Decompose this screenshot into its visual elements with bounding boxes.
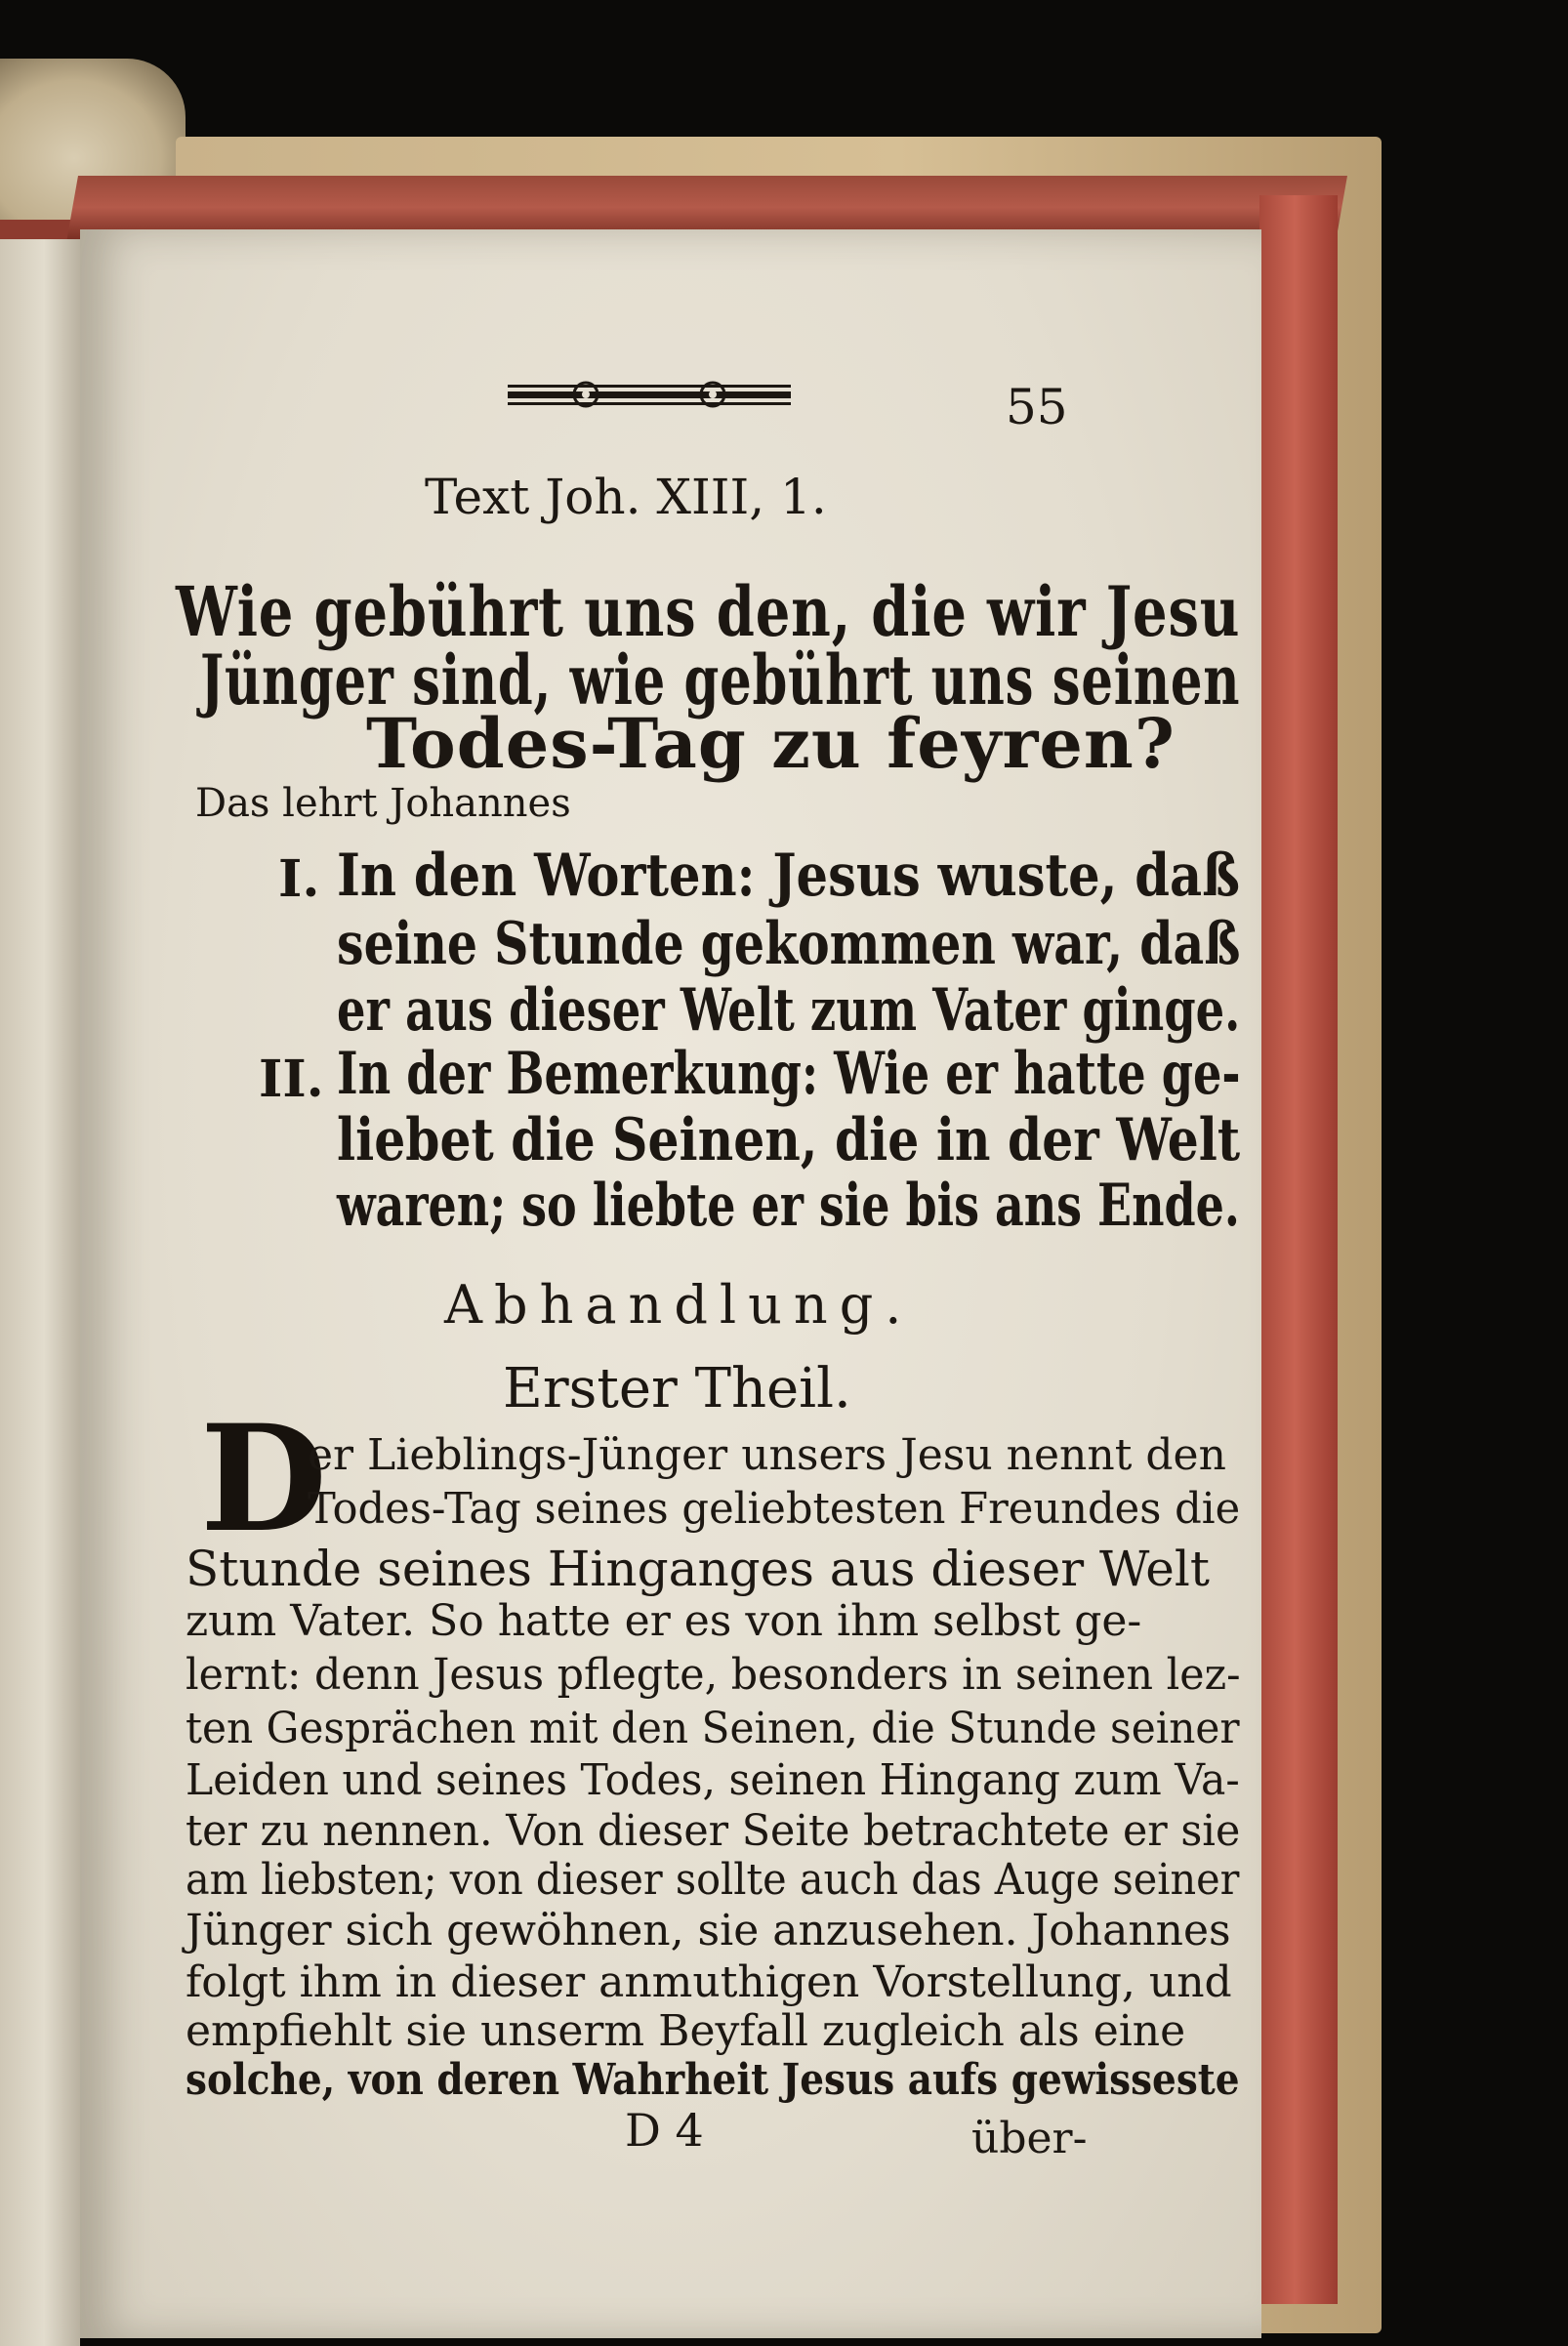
body-line: empfiehlt sie unserm Beyfall zugleich als eine: [186, 2006, 1186, 2056]
point-line: waren; so liebte er sie bis ans Ende.: [337, 1172, 1240, 1240]
body-line: lernt: denn Jesus pflegte, besonders in seinen lez-: [186, 1650, 1241, 1700]
point-line: seine Stunde gekommen war, daß: [337, 910, 1241, 978]
part-heading: Erster Theil.: [503, 1357, 851, 1420]
initial-letter: D: [200, 1393, 328, 1565]
point-line: In der Bemerkung: Wie er hatte ge-: [337, 1040, 1241, 1108]
title-line: Todes-Tag zu feyren?: [366, 703, 1176, 784]
section-heading: Abhandlung.: [444, 1274, 914, 1336]
body-line: ter zu nennen. Von dieser Seite betrachtete er sie: [186, 1806, 1241, 1856]
title-line: Jünger sind, wie gebührt uns seinen: [200, 639, 1241, 720]
body-line: solche, von deren Wahrheit Jesus aufs gewisseste: [186, 2055, 1240, 2105]
point-numeral: II.: [259, 1050, 324, 1109]
body-line: am liebsten; von dieser sollte auch das Auge seiner: [186, 1855, 1240, 1905]
intro-line: Das lehrt Johannes: [195, 781, 571, 826]
point-numeral: I.: [278, 849, 320, 909]
page-number: 55: [1006, 379, 1068, 435]
point-line: liebet die Seinen, die in der Welt: [337, 1106, 1241, 1174]
point-line: er aus dieser Welt zum Vater ginge.: [337, 976, 1241, 1045]
body-line: folgt ihm in dieser anmuthigen Vorstellung, und: [186, 1957, 1232, 2007]
title-line: Wie gebührt uns den, die wir Jesu: [176, 571, 1241, 652]
signature-mark: D 4: [625, 2104, 704, 2157]
text-reference: Text Joh. XIII, 1.: [425, 469, 827, 525]
body-line: Jünger sich gewöhnen, sie anzusehen. Johannes: [186, 1906, 1231, 1955]
body-line: zum Vater. So hatte er es von ihm selbst ge-: [186, 1596, 1142, 1646]
body-line: Leiden und seines Todes, seinen Hingang zum Va-: [186, 1755, 1240, 1805]
right-red-edge: [1259, 195, 1338, 2304]
catchword: über-: [971, 2114, 1088, 2163]
body-line: er Lieblings-Jünger unsers Jesu nennt den: [308, 1430, 1226, 1480]
body-line: ten Gesprächen mit den Seinen, die Stunde seiner: [186, 1704, 1240, 1753]
left-page-edge: [0, 225, 80, 2346]
ornament-divider: [508, 379, 791, 412]
body-line: Todes-Tag seines geliebtesten Freundes die: [308, 1484, 1241, 1534]
body-line: Stunde seines Hinganges aus dieser Welt: [186, 1541, 1210, 1597]
point-line: In den Worten: Jesus wuste, daß: [337, 842, 1240, 910]
